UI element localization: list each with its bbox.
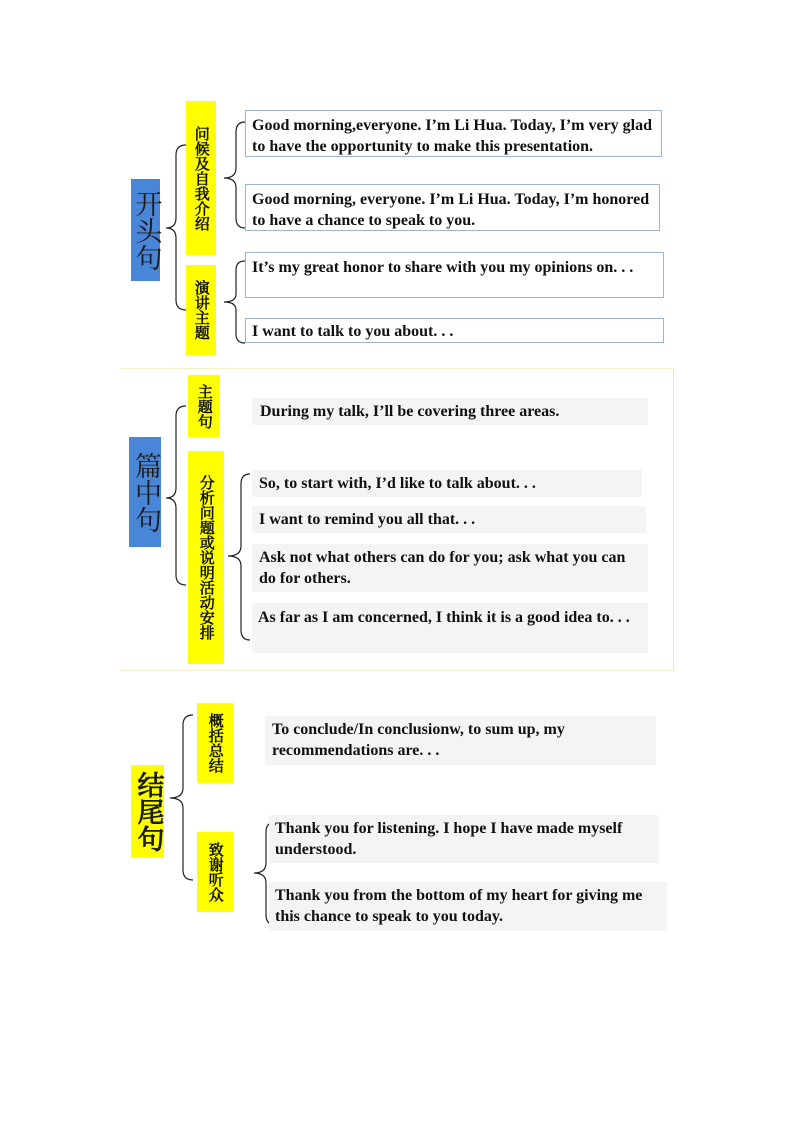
section-label-body: 篇中句	[129, 437, 161, 547]
group-label-greeting: 问候及自我介绍	[186, 101, 216, 255]
sentence-box: Thank you for listening. I hope I have made myself understood.	[269, 815, 659, 863]
sentence-box: Good morning, everyone. I’m Li Hua. Today, I’m honored to have a chance to speak to you.	[245, 184, 660, 231]
section-label-opening: 开头句	[131, 179, 160, 281]
group-label-thanks: 致谢听众	[197, 832, 233, 912]
sentence-box: I want to talk to you about. . .	[245, 318, 664, 343]
sentence-box: During my talk, I’ll be covering three areas.	[252, 398, 648, 425]
sentence-box: To conclude/In conclusionw, to sum up, my recommendations are. . .	[265, 716, 656, 765]
sentence-box: So, to start with, I’d like to talk about. . .	[252, 470, 642, 497]
section1-group2-bracket	[224, 261, 245, 343]
group-label-topic: 演讲主题	[186, 265, 216, 355]
sentence-box: I want to remind you all that. . .	[252, 506, 646, 533]
section3-main-bracket	[170, 715, 193, 880]
sentence-box: It’s my great honor to share with you my opinions on. . .	[245, 252, 664, 298]
sentence-box: Thank you from the bottom of my heart for giving me this chance to speak to you today.	[269, 882, 667, 931]
section1-main-bracket	[166, 145, 186, 310]
section-label-closing: 结尾句	[131, 765, 164, 858]
sentence-box: As far as I am concerned, I think it is a good idea to. . .	[252, 603, 648, 653]
group-label-summary: 概括总结	[197, 703, 233, 783]
sentence-box: Good morning,everyone. I’m Li Hua. Today, I’m very glad to have the opportunity to make this presentation.	[245, 110, 662, 157]
group-label-topic-sentence: 主题句	[188, 375, 220, 437]
group-label-analysis: 分析问题或说明活动安排	[188, 451, 224, 664]
section1-group1-bracket	[224, 122, 245, 228]
sentence-box: Ask not what others can do for you; ask what you can do for others.	[252, 544, 648, 592]
